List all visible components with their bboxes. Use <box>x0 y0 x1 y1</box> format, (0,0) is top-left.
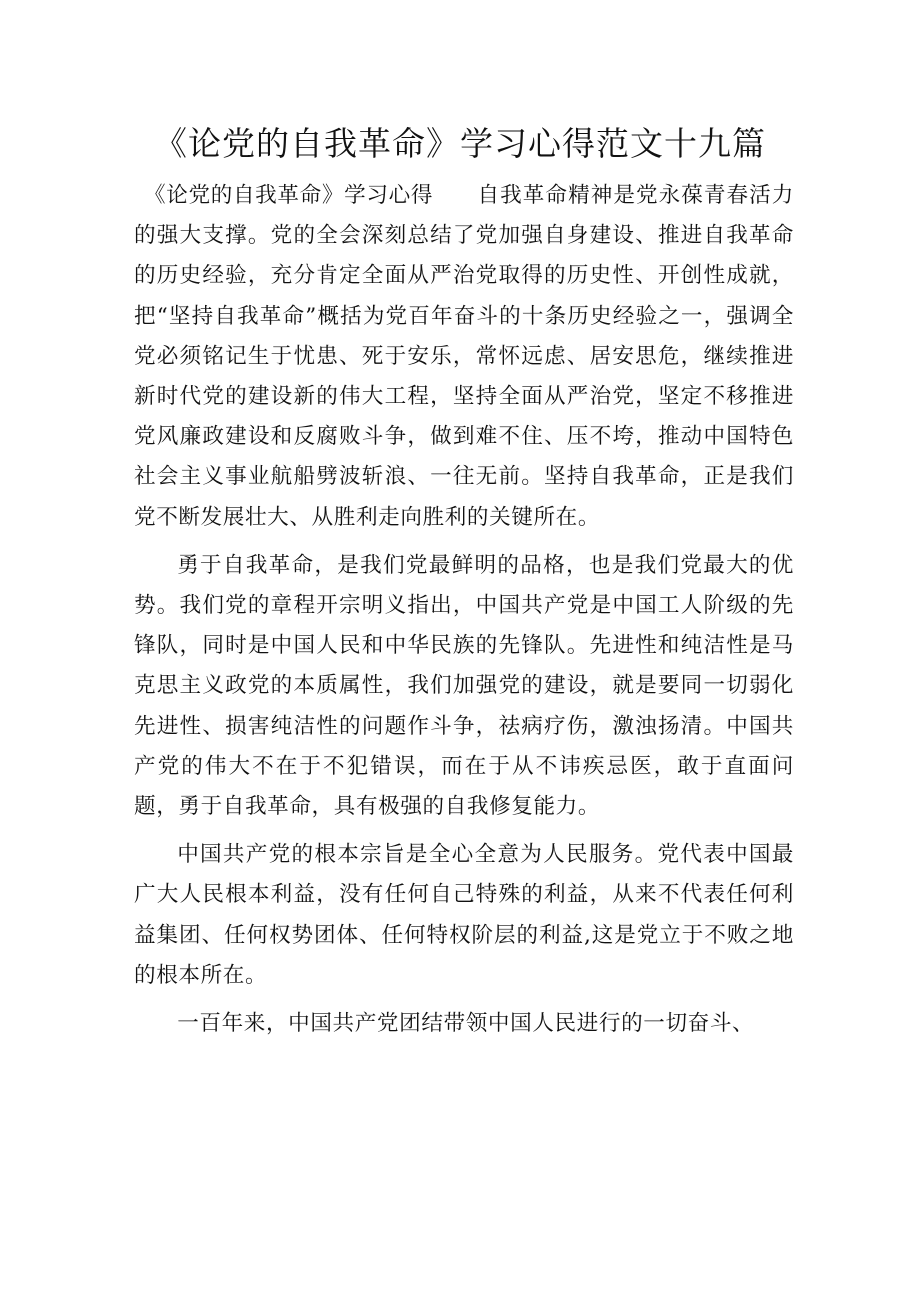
paragraph-2: 勇于自我革命，是我们党最鲜明的品格，也是我们党最大的优势。我们党的章程开宗明义指出，中国共产党是中国工人阶级的先锋队，同时是中国人民和中华民族的先锋队。先进性和纯洁性是马克思主义政党的本质属性，我们加强党的建设，就是要同一切弱化先进性、损害纯洁性的问题作斗争，祛病疗伤，激浊扬清。中国共产党的伟大不在于不犯错误，而在于从不讳疾忌医，敢于直面问题，勇于自我革命，具有极强的自我修复能力。 <box>134 552 794 820</box>
document-title: 《论党的自我革命》学习心得范文十九篇 <box>154 124 766 163</box>
paragraph-4: 一百年来，中国共产党团结带领中国人民进行的一切奋斗、 <box>177 1011 755 1037</box>
paragraph-1 <box>134 176 794 538</box>
paragraph-1-text: 自我革命精神是党永葆青春活力的强大支撑。党的全会深刻总结了党加强自身建设、推进自我革命的历史经验，充分肯定全面从严治党取得的历史性、开创性成就，把“坚持自我革命”概括为党百年奋斗的十条历史经验之一，强调全党必须铭记生于忧患、死于安乐，常怀远虑、居安思危，继续推进新时代党的建设新的伟大工程，坚持全面从严治党，坚定不移推进党风廉政建设和反腐败斗争，做到难不住、压不垮，推动中国特色社会主义事业航船劈波斩浪、一往无前。坚持自我革命，正是我们党不断发展壮大、从胜利走向胜利的关键所在。 <box>134 183 794 530</box>
document-subheading: 《论党的自我革命》学习心得 <box>144 183 434 208</box>
paragraph-3: 中国共产党的根本宗旨是全心全意为人民服务。党代表中国最广大人民根本利益，没有任何自己特殊的利益，从来不代表任何利益集团、任何权势团体、任何特权阶层的利益,这是党立于不败之地的根本所在。 <box>134 842 794 988</box>
document-body <box>134 176 794 1044</box>
